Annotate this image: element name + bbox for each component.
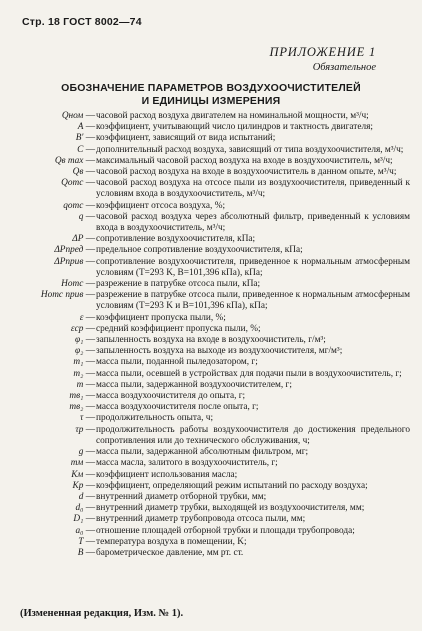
definition-symbol: mм — xyxy=(70,458,95,469)
definition-symbol: Hотс прив — xyxy=(40,290,95,301)
page-header: Стр. 18 ГОСТ 8002—74 xyxy=(22,16,142,28)
definition-symbol: φ₁ — xyxy=(74,335,95,346)
definition-text: максимальный часовой расход воздуха на входе в воздухоочиститель, м³/ч; xyxy=(96,155,393,166)
definition-row xyxy=(18,391,410,402)
definition-text: сопротивление воздухоочистителя, кПа; xyxy=(96,234,256,245)
definition-row xyxy=(18,122,410,133)
definition-text: коэффициент отсоса воздуха, %; xyxy=(96,200,226,211)
definition-row xyxy=(18,481,410,492)
definition-text: внутренний диаметр отборной трубки, мм; xyxy=(96,491,267,502)
definition-text: коэффициент, учитывающий число цилиндров и тактность двигателя; xyxy=(96,122,373,133)
definition-symbol: C — xyxy=(77,144,95,155)
definition-row xyxy=(18,492,410,503)
definition-symbol: D₁ — xyxy=(73,514,95,525)
definition-text: разрежение в патрубке отсоса пыли, кПа; xyxy=(96,279,261,290)
definition-symbol: a₀ — xyxy=(75,525,95,536)
definition-row xyxy=(18,413,410,424)
definition-symbol: m₁ — xyxy=(73,357,95,368)
definition-row xyxy=(18,133,410,144)
definition-text: масса масла, залитого в воздухоочиститель, г; xyxy=(96,458,278,469)
definition-symbol: φ₂ — xyxy=(74,346,95,357)
definition-symbol: Hотс — xyxy=(61,279,95,290)
definition-text: внутренний диаметр трубки, выходящей из воздухоочистителя, мм; xyxy=(96,503,365,514)
definition-text: средний коэффициент пропуска пыли, %; xyxy=(96,323,261,334)
definition-row xyxy=(18,201,410,212)
document-title: ОБОЗНАЧЕНИЕ ПАРАМЕТРОВ ВОЗДУХООЧИСТИТЕЛЕЙ xyxy=(61,82,361,94)
definition-symbol: Qв — xyxy=(72,167,95,178)
amendment-note: (Измененная редакция, Изм. № 1). xyxy=(20,608,184,619)
definition-symbol: mв₂ — xyxy=(69,402,95,413)
definition-symbol: εср — xyxy=(70,323,95,334)
definition-text: отношение площадей отборной трубки и площади трубопровода; xyxy=(96,525,355,536)
definition-symbol: τ — xyxy=(80,413,95,424)
definition-row xyxy=(18,369,410,380)
definition-row xyxy=(18,313,410,324)
definition-row xyxy=(18,503,410,514)
definition-symbol: Qв max — xyxy=(54,155,95,166)
definition-row xyxy=(18,212,410,234)
definition-row xyxy=(18,470,410,481)
definition-row xyxy=(18,167,410,178)
definition-text: коэффициент, определяющий режим испытаний по расходу воздуха; xyxy=(96,480,368,491)
definition-row xyxy=(18,380,410,391)
definition-row xyxy=(18,548,410,559)
definition-symbol: A — xyxy=(77,122,95,133)
definition-symbol: T — xyxy=(78,536,95,547)
definition-text: масса пыли, осевшей в устройствах для подачи пыли в воздухоочиститель, г; xyxy=(96,368,402,379)
definition-text: барометрическое давление, мм рт. ст. xyxy=(96,547,244,558)
definition-row xyxy=(18,514,410,525)
definition-text: запыленность воздуха на входе в воздухоочиститель, г/м³; xyxy=(96,335,326,346)
definition-row xyxy=(18,458,410,469)
definition-symbol: τр — xyxy=(75,424,95,435)
definition-symbol: m₂ — xyxy=(73,368,95,379)
definition-symbol: B' — xyxy=(75,133,95,144)
definition-symbol: qотс — xyxy=(63,200,95,211)
definition-row xyxy=(18,178,410,200)
definition-symbol: d — xyxy=(78,491,95,502)
definition-row xyxy=(18,290,410,312)
definition-text: дополнительный расход воздуха, зависящий от типа воздухоочистителя, м³/ч; xyxy=(96,144,404,155)
definition-text: масса воздухоочистителя после опыта, г; xyxy=(96,402,259,413)
definition-symbol: g — xyxy=(78,447,95,458)
definition-row xyxy=(18,346,410,357)
definition-symbol: Kр — xyxy=(72,480,95,491)
definition-text: часовой расход воздуха на входе в воздухоочиститель в данном опыте, м³/ч; xyxy=(96,167,397,178)
definition-symbol: Qном — xyxy=(61,111,95,121)
definition-symbol: m — xyxy=(76,379,95,390)
definition-symbol: ΔPприв — xyxy=(54,256,95,267)
definition-text: температура воздуха в помещении, K; xyxy=(96,536,247,547)
definition-symbol: Kм — xyxy=(71,469,95,480)
definition-symbol: ε — xyxy=(79,312,95,323)
definition-text: масса пыли, задержанной воздухоочистителем, г; xyxy=(96,379,292,390)
definition-text: запыленность воздуха на выходе из воздухоочистителя, мг/м³; xyxy=(96,346,343,357)
definition-row xyxy=(18,257,410,279)
definition-text: масса пыли, поданной пыледозатором, г; xyxy=(96,357,258,368)
definition-text: продолжительность опыта, ч; xyxy=(96,413,214,424)
definition-text: предельное сопротивление воздухоочистителя, кПа; xyxy=(96,245,303,256)
definition-symbol: ΔP — xyxy=(72,234,95,245)
definition-row xyxy=(18,357,410,368)
definition-symbol: d₀ — xyxy=(75,503,95,514)
definition-text: масса пыли, задержанной абсолютным фильтром, мг; xyxy=(96,447,309,458)
definition-text: масса воздухоочистителя до опыта, г; xyxy=(96,391,246,402)
definition-symbol: q — xyxy=(78,211,95,222)
definition-row xyxy=(18,234,410,245)
definition-row xyxy=(18,111,410,122)
definition-text: продолжительность работы воздухоочистителя до достижения предельного сопротивления или до технического обслуживания, ч; xyxy=(96,424,410,446)
definition-text: сопротивление воздухоочистителя, приведенное к нормальным атмосферным условиям (T=293 K, B=101,396 кПа), кПа; xyxy=(96,256,410,278)
definition-row xyxy=(18,537,410,548)
definitions-list xyxy=(18,111,410,559)
definition-row xyxy=(18,279,410,290)
definition-text: внутренний диаметр трубопровода отсоса пыли, мм; xyxy=(96,514,306,525)
definition-row xyxy=(18,324,410,335)
definition-symbol: mв₁ — xyxy=(69,391,95,402)
definition-text: часовой расход воздуха на отсосе пыли из воздухоочистителя, приведенный к условиям входа в воздухоочиститель, м³/ч; xyxy=(96,178,410,200)
definition-row xyxy=(18,526,410,537)
definition-row xyxy=(18,156,410,167)
definition-text: разрежение в патрубке отсоса пыли, приведенное к нормальным атмосферным условиям (T=293 K и B=101,396 кПа), кПа; xyxy=(96,290,410,312)
mandatory-label: Обязательное xyxy=(312,62,376,73)
definition-row xyxy=(18,335,410,346)
definition-symbol: ΔPпред — xyxy=(54,245,95,256)
definition-row xyxy=(18,402,410,413)
definition-text: часовой расход воздуха двигателем на номинальной мощности, м³/ч; xyxy=(96,111,369,121)
definition-symbol: Qотс — xyxy=(61,178,95,189)
definition-text: коэффициент пропуска пыли, %; xyxy=(96,312,226,323)
definition-text: коэффициент, зависящий от вида испытаний; xyxy=(96,133,276,144)
definition-row xyxy=(18,245,410,256)
definition-row xyxy=(18,425,410,447)
definition-row xyxy=(18,447,410,458)
definition-symbol: B — xyxy=(77,547,95,558)
document-subtitle: И ЕДИНИЦЫ ИЗМЕРЕНИЯ xyxy=(141,95,281,107)
definition-text: коэффициент использования масла; xyxy=(96,469,238,480)
definition-row xyxy=(18,145,410,156)
appendix-label: ПРИЛОЖЕНИЕ 1 xyxy=(269,45,376,59)
definition-text: часовой расход воздуха через абсолютный фильтр, приведенный к условиям входа в воздухоочиститель, м³/ч; xyxy=(96,211,410,234)
